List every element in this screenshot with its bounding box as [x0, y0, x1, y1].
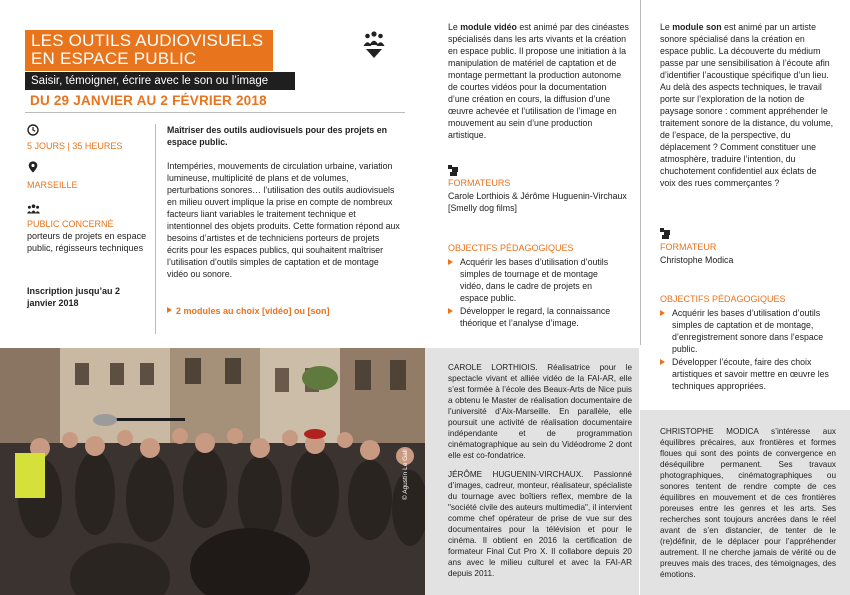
title-box [25, 30, 273, 71]
sound-text-rest: est animé par un artiste sonore spécialisé dans la création en espace public. La découverte du médium passe par une sensibilisation à l’écoute afin d’identifier l’acoustique spécifique d’un lieu. Au delà des aspects techniques, le travail porte sur l’exploration de la notion de paysage sonore : comment appréhender le traitement sonore de la distance, du volume, de l’espace, de la perspective, du déplacement ? Comment constituer une atmosphère, traduire l’intention, du chuchotement confidentiel aux éclats de voix des rues commerçantes ? [660, 22, 834, 188]
audience-people-icon [27, 203, 40, 215]
bullet-arrow-icon [448, 308, 453, 314]
subtitle: Saisir, témoigner, écrire avec le son ou l’image [25, 72, 295, 90]
audience-text: porteurs de projets en espace public, régisseurs techniques [27, 231, 147, 253]
clock-icon [27, 124, 39, 136]
list-item: Acquérir les bases d’utilisation d’outils simples de tournage et de montage vidéo, dans le cadre de projets en espace public. [448, 256, 618, 304]
location-pin-icon [27, 161, 39, 173]
sound-objectives-list [660, 307, 838, 393]
city: MARSEILLE [27, 180, 78, 190]
sound-column-divider [640, 0, 641, 345]
trainer-icon [660, 228, 671, 239]
modules-line [167, 305, 330, 317]
intro-body: Intempéries, mouvements de circulation urbaine, variation lumineuse, multiplicité de plans et de volumes, perturbations sonores… l’utilisation des outils audiovisuels en milieu ouvert implique la prise en compte de nombreux facteurs liant variables le traitement technique et intentionnel des objets produits. Cette formation répond aux besoins d’artistes et de techniciens porteurs de projets écrits pour les espaces publics, qui souhaitent maîtriser l’utilisation d’outils simples de captation et de montage vidéo ou sonore. [167, 161, 400, 279]
column-divider [155, 124, 156, 334]
bullet-arrow-icon [660, 310, 665, 316]
video-text-rest: est animé par des cinéastes spécialisés dans les arts vivants et la création en espace public. Il propose une initiation à la manipulation de matériel de captation et de montage permettant la production autonome de courtes vidéos pour la documentation d’une création en cours, la diffusion d’une œuvre achevée et l’utilisation de l’image en mouvement au sein d’une production artistique. [448, 22, 629, 140]
bullet-arrow-icon [448, 259, 453, 265]
audience-label: PUBLIC CONCERNÉ [27, 219, 114, 229]
group-people-icon [363, 30, 385, 62]
crowd-photo [0, 348, 425, 595]
crowd-photo-illustration [0, 348, 425, 595]
bullet-arrow-icon [660, 359, 665, 365]
bio-carole: CAROLE LORTHIOIS. Réalisatrice pour le spectacle vivant et alliée vidéo de la FAI-AR, elle s’est formée à l’école des Beaux-Arts de Nice puis a obtenu le Master de réalisation documentaire de l’université d’Aix-Marseille. En parallèle, elle poursuit une activité de réalisation documentaire indépendante et de programmation cinématographique au sein du Vidéodrome 2 dont elle est co-fondatrice. [448, 363, 632, 460]
sound-objectives-label: OBJECTIFS PÉDAGOGIQUES [660, 294, 786, 304]
list-item: Développer l’écoute, faire des choix artistiques et savoir mettre en œuvre les techniques appropriées. [660, 356, 838, 392]
bio-christophe: CHRISTOPHE MODICA s’intéresse aux équilibres précaires, aux frontières et formes floues qui sont des points de convergence en déséquilibre permanent. Ses travaux photographiques, cinématographiques ou sonores tentent de rendre compte de ces équilibres en mouvement et de ces frontières poreuses entre les genres et les arts. Ses recherches sont toujours ancrées dans le réel avant de s’en distancier, de tenter de le (re)définir, de le déplacer pour l’appréhender autrement. Il ne cherche jamais de vérité ou de preuves mais des traces, des témoignages, des émotions. [660, 427, 836, 579]
sound-trainer: Christophe Modica [660, 255, 734, 265]
bio-jerome: JÉRÔME HUGUENIN-VIRCHAUX. Passionné d’images, cadreur, monteur, réalisateur, spécialiste du tournage avec boîtiers reflex, membre de la "société civile des auteurs multimedia", il intervient comme chef opérateur de prise de vue sur des documentaires pour la télévision et pour le cinéma. Il obtient en 2016 la certification de formateur Final Cut Pro X. Il collabore depuis 20 ans avec le milieu culturel et avec la FAI-AR depuis 2011. [448, 470, 632, 578]
title-line-2: EN ESPACE PUBLIC [31, 49, 197, 68]
sound-text-prefix: Le [660, 22, 673, 32]
registration-deadline: Inscription jusqu’au 2 janvier 2018 [27, 286, 121, 308]
video-objectives-label: OBJECTIFS PÉDAGOGIQUES [448, 243, 574, 253]
title-line-1: LES OUTILS AUDIOVISUELS [31, 31, 264, 50]
video-objectives-list [448, 256, 618, 330]
sound-text-bold: module son [672, 22, 722, 32]
date-line: DU 29 JANVIER AU 2 FÉVRIER 2018 [30, 93, 267, 108]
trainer-icon [448, 165, 459, 176]
video-trainers: Carole Lorthiois & Jérôme Huguenin-Virchaux [Smelly dog films] [448, 191, 627, 213]
list-item: Développer le regard, la connaissance théorique et l’analyse d’image. [448, 305, 618, 329]
video-trainers-label: FORMATEURS [448, 178, 511, 188]
sound-trainer-label: FORMATEUR [660, 242, 717, 252]
intro-lead: Maîtriser des outils audiovisuels pour des projets en espace public. [167, 125, 387, 147]
list-item: Acquérir les bases d’utilisation d’outils simples de captation et de montage, d’enregistrement sonore dans l’espace public. [660, 307, 838, 355]
video-text-bold: module vidéo [460, 22, 517, 32]
sound-module-text [660, 21, 834, 189]
modules-text: 2 modules au choix [vidéo] ou [son] [176, 306, 330, 316]
video-module-text [448, 21, 630, 141]
duration: 5 JOURS | 35 HEURES [27, 141, 123, 151]
photo-credit: © Agustín Le Gall [402, 449, 409, 500]
arrow-icon [167, 307, 172, 313]
video-text-prefix: Le [448, 22, 461, 32]
header-divider [25, 112, 405, 113]
